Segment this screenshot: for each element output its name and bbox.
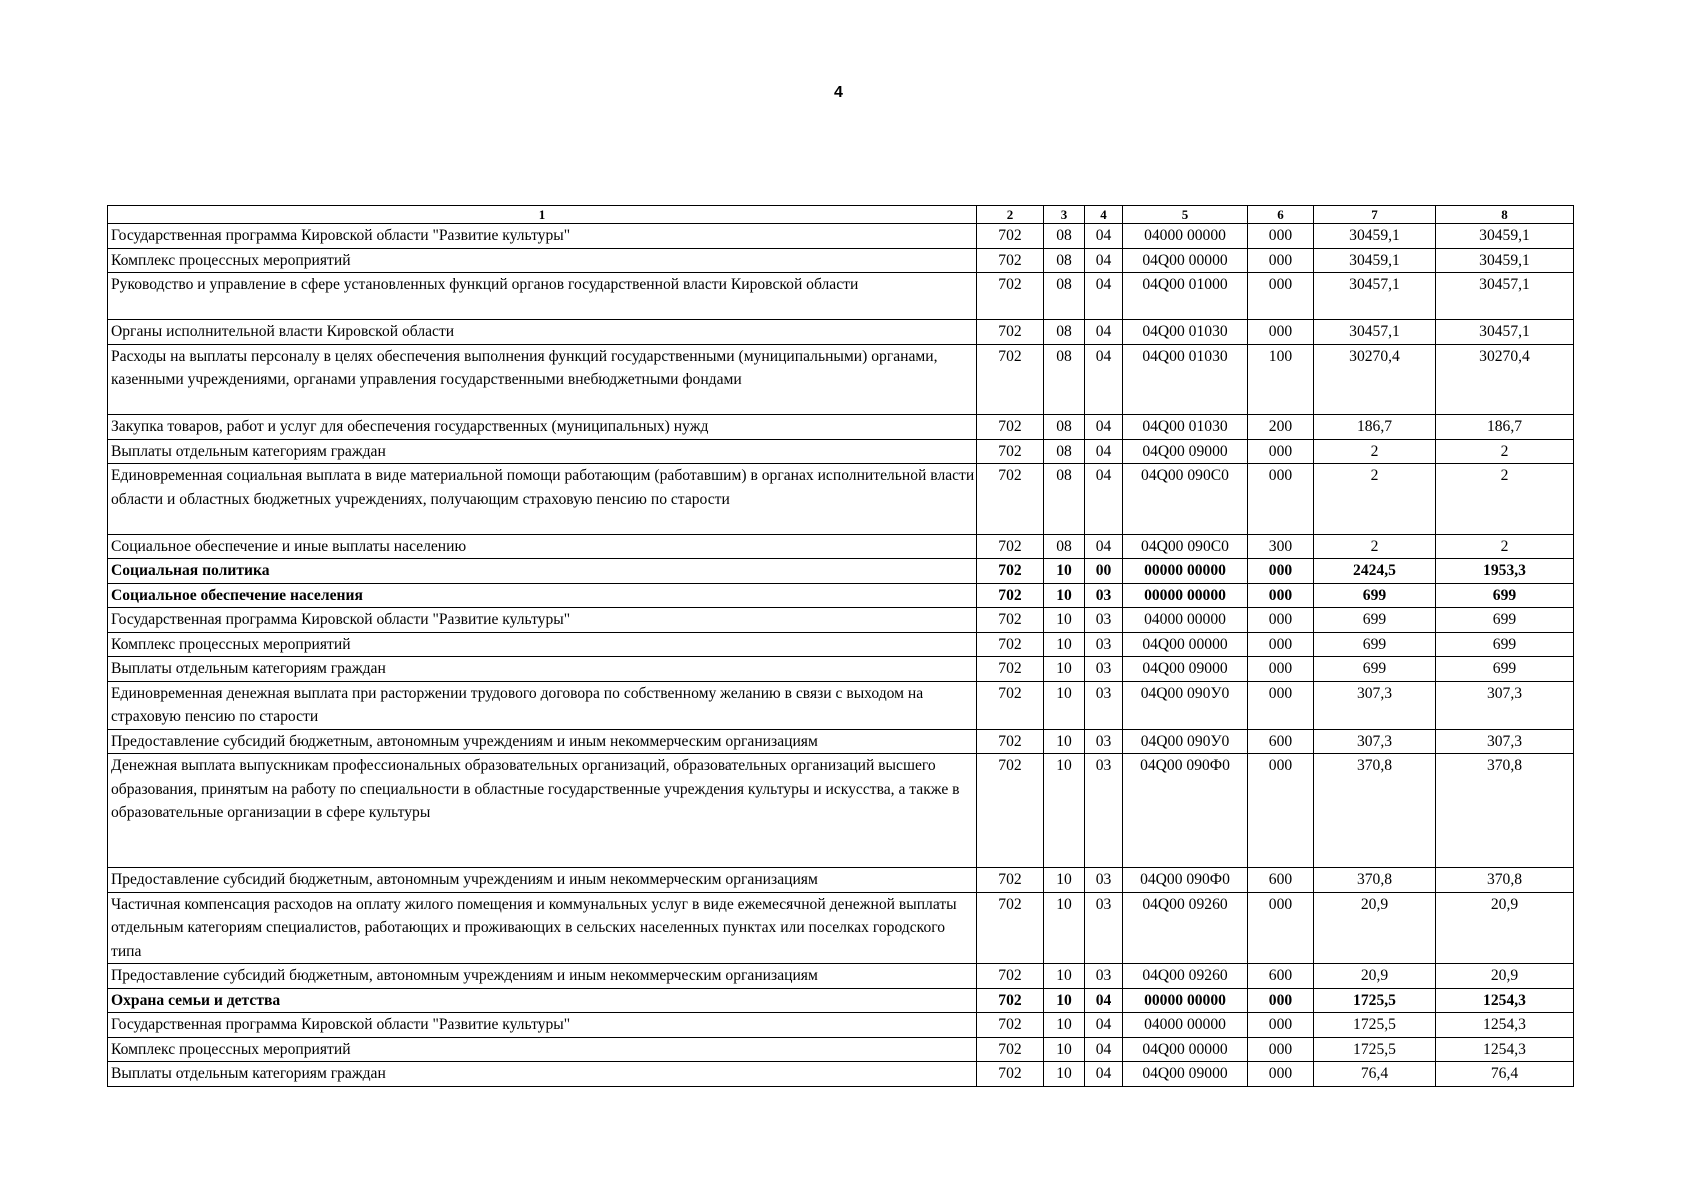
table-row xyxy=(108,559,1574,584)
cell-item-name: Руководство и управление в сфере установленных функций органов государственной власти Кировской области xyxy=(108,273,977,320)
cell-subsection-code: 04 xyxy=(1085,415,1123,440)
cell-ministry-code: 702 xyxy=(977,729,1044,754)
cell-target-article-code: 00000 00000 xyxy=(1123,988,1248,1013)
cell-subsection-code: 04 xyxy=(1085,1062,1123,1087)
cell-ministry-code: 702 xyxy=(977,1062,1044,1087)
cell-expense-type-code: 600 xyxy=(1248,729,1314,754)
cell-ministry-code: 702 xyxy=(977,224,1044,249)
cell-expense-type-code: 000 xyxy=(1248,248,1314,273)
cell-amount-col-7: 186,7 xyxy=(1314,415,1436,440)
cell-target-article-code: 04000 00000 xyxy=(1123,1013,1248,1038)
cell-target-article-code: 04Q00 090C0 xyxy=(1123,534,1248,559)
cell-amount-col-8: 2 xyxy=(1436,439,1574,464)
cell-ministry-code: 702 xyxy=(977,320,1044,345)
table-row xyxy=(108,868,1574,893)
cell-amount-col-7: 76,4 xyxy=(1314,1062,1436,1087)
cell-amount-col-7: 30459,1 xyxy=(1314,224,1436,249)
cell-amount-col-8: 20,9 xyxy=(1436,892,1574,964)
table-header-row xyxy=(108,206,1574,224)
cell-section-code: 08 xyxy=(1044,464,1085,535)
cell-subsection-code: 04 xyxy=(1085,344,1123,415)
cell-ministry-code: 702 xyxy=(977,608,1044,633)
cell-ministry-code: 702 xyxy=(977,632,1044,657)
column-header-3: 3 xyxy=(1044,206,1085,224)
cell-subsection-code: 04 xyxy=(1085,1013,1123,1038)
cell-ministry-code: 702 xyxy=(977,868,1044,893)
cell-ministry-code: 702 xyxy=(977,892,1044,964)
cell-subsection-code: 04 xyxy=(1085,464,1123,535)
cell-section-code: 10 xyxy=(1044,729,1085,754)
cell-section-code: 08 xyxy=(1044,534,1085,559)
cell-amount-col-7: 699 xyxy=(1314,583,1436,608)
cell-ministry-code: 702 xyxy=(977,534,1044,559)
cell-section-code: 08 xyxy=(1044,439,1085,464)
cell-amount-col-7: 2424,5 xyxy=(1314,559,1436,584)
cell-item-name: Органы исполнительной власти Кировской области xyxy=(108,320,977,345)
cell-amount-col-8: 30459,1 xyxy=(1436,248,1574,273)
cell-amount-col-8: 1254,3 xyxy=(1436,1013,1574,1038)
cell-target-article-code: 04Q00 09260 xyxy=(1123,892,1248,964)
cell-amount-col-7: 20,9 xyxy=(1314,964,1436,989)
cell-amount-col-8: 307,3 xyxy=(1436,681,1574,729)
cell-section-code: 10 xyxy=(1044,964,1085,989)
cell-section-code: 10 xyxy=(1044,1037,1085,1062)
table-row xyxy=(108,320,1574,345)
cell-amount-col-7: 307,3 xyxy=(1314,681,1436,729)
cell-amount-col-7: 30459,1 xyxy=(1314,248,1436,273)
cell-expense-type-code: 000 xyxy=(1248,320,1314,345)
table-row xyxy=(108,248,1574,273)
table-row xyxy=(108,224,1574,249)
cell-amount-col-7: 2 xyxy=(1314,439,1436,464)
cell-section-code: 10 xyxy=(1044,754,1085,868)
cell-amount-col-7: 20,9 xyxy=(1314,892,1436,964)
cell-expense-type-code: 000 xyxy=(1248,1037,1314,1062)
cell-ministry-code: 702 xyxy=(977,464,1044,535)
cell-amount-col-8: 699 xyxy=(1436,583,1574,608)
cell-target-article-code: 00000 00000 xyxy=(1123,559,1248,584)
cell-section-code: 08 xyxy=(1044,224,1085,249)
table-row xyxy=(108,464,1574,535)
cell-amount-col-7: 307,3 xyxy=(1314,729,1436,754)
cell-expense-type-code: 600 xyxy=(1248,964,1314,989)
cell-target-article-code: 04000 00000 xyxy=(1123,224,1248,249)
cell-target-article-code: 04Q00 090У0 xyxy=(1123,681,1248,729)
table-row xyxy=(108,632,1574,657)
cell-subsection-code: 04 xyxy=(1085,320,1123,345)
cell-item-name: Социальная политика xyxy=(108,559,977,584)
cell-subsection-code: 04 xyxy=(1085,1037,1123,1062)
cell-subsection-code: 04 xyxy=(1085,534,1123,559)
table-row xyxy=(108,657,1574,682)
column-header-6: 6 xyxy=(1248,206,1314,224)
cell-subsection-code: 03 xyxy=(1085,657,1123,682)
table-row xyxy=(108,273,1574,320)
cell-amount-col-8: 30457,1 xyxy=(1436,320,1574,345)
column-header-8: 8 xyxy=(1436,206,1574,224)
cell-item-name: Социальное обеспечение и иные выплаты населению xyxy=(108,534,977,559)
cell-item-name: Расходы на выплаты персоналу в целях обеспечения выполнения функций государственными (муниципальными) органами, казенными учреждениями, органами управления государственными внебюджетными фондами xyxy=(108,344,977,415)
cell-expense-type-code: 000 xyxy=(1248,988,1314,1013)
cell-amount-col-7: 1725,5 xyxy=(1314,1037,1436,1062)
cell-expense-type-code: 000 xyxy=(1248,1013,1314,1038)
cell-item-name: Предоставление субсидий бюджетным, автономным учреждениям и иным некоммерческим организациям xyxy=(108,868,977,893)
cell-section-code: 08 xyxy=(1044,273,1085,320)
cell-target-article-code: 04Q00 00000 xyxy=(1123,632,1248,657)
cell-subsection-code: 03 xyxy=(1085,892,1123,964)
cell-expense-type-code: 000 xyxy=(1248,681,1314,729)
cell-amount-col-8: 370,8 xyxy=(1436,754,1574,868)
cell-amount-col-8: 76,4 xyxy=(1436,1062,1574,1087)
page-number: 4 xyxy=(834,84,843,101)
table-row xyxy=(108,964,1574,989)
cell-amount-col-7: 699 xyxy=(1314,632,1436,657)
cell-expense-type-code: 000 xyxy=(1248,754,1314,868)
cell-section-code: 10 xyxy=(1044,1062,1085,1087)
cell-item-name: Комплекс процессных мероприятий xyxy=(108,1037,977,1062)
cell-amount-col-8: 699 xyxy=(1436,632,1574,657)
cell-amount-col-7: 30270,4 xyxy=(1314,344,1436,415)
cell-subsection-code: 03 xyxy=(1085,729,1123,754)
cell-expense-type-code: 000 xyxy=(1248,559,1314,584)
table-row xyxy=(108,608,1574,633)
cell-amount-col-8: 699 xyxy=(1436,608,1574,633)
cell-expense-type-code: 000 xyxy=(1248,273,1314,320)
cell-expense-type-code: 000 xyxy=(1248,632,1314,657)
cell-amount-col-8: 699 xyxy=(1436,657,1574,682)
cell-ministry-code: 702 xyxy=(977,1013,1044,1038)
cell-amount-col-8: 186,7 xyxy=(1436,415,1574,440)
cell-subsection-code: 04 xyxy=(1085,248,1123,273)
cell-subsection-code: 04 xyxy=(1085,988,1123,1013)
table-row xyxy=(108,892,1574,964)
cell-item-name: Закупка товаров, работ и услуг для обеспечения государственных (муниципальных) нужд xyxy=(108,415,977,440)
cell-section-code: 10 xyxy=(1044,632,1085,657)
cell-section-code: 10 xyxy=(1044,559,1085,584)
cell-subsection-code: 04 xyxy=(1085,439,1123,464)
cell-section-code: 08 xyxy=(1044,415,1085,440)
cell-item-name: Комплекс процессных мероприятий xyxy=(108,632,977,657)
cell-expense-type-code: 000 xyxy=(1248,657,1314,682)
cell-section-code: 10 xyxy=(1044,681,1085,729)
cell-amount-col-7: 2 xyxy=(1314,464,1436,535)
cell-target-article-code: 04Q00 00000 xyxy=(1123,248,1248,273)
cell-item-name: Предоставление субсидий бюджетным, автономным учреждениям и иным некоммерческим организациям xyxy=(108,729,977,754)
cell-expense-type-code: 000 xyxy=(1248,608,1314,633)
cell-item-name: Государственная программа Кировской области "Развитие культуры" xyxy=(108,608,977,633)
cell-amount-col-7: 699 xyxy=(1314,608,1436,633)
cell-amount-col-7: 30457,1 xyxy=(1314,320,1436,345)
table-row xyxy=(108,415,1574,440)
column-header-1: 1 xyxy=(108,206,977,224)
cell-item-name: Выплаты отдельным категориям граждан xyxy=(108,439,977,464)
cell-item-name: Выплаты отдельным категориям граждан xyxy=(108,1062,977,1087)
cell-ministry-code: 702 xyxy=(977,1037,1044,1062)
table-row xyxy=(108,1062,1574,1087)
cell-amount-col-7: 30457,1 xyxy=(1314,273,1436,320)
cell-item-name: Предоставление субсидий бюджетным, автономным учреждениям и иным некоммерческим организациям xyxy=(108,964,977,989)
cell-ministry-code: 702 xyxy=(977,657,1044,682)
cell-target-article-code: 04Q00 09000 xyxy=(1123,657,1248,682)
cell-section-code: 08 xyxy=(1044,344,1085,415)
cell-section-code: 10 xyxy=(1044,608,1085,633)
cell-ministry-code: 702 xyxy=(977,681,1044,729)
cell-ministry-code: 702 xyxy=(977,248,1044,273)
cell-amount-col-8: 307,3 xyxy=(1436,729,1574,754)
cell-expense-type-code: 600 xyxy=(1248,868,1314,893)
cell-item-name: Комплекс процессных мероприятий xyxy=(108,248,977,273)
table-row xyxy=(108,344,1574,415)
cell-item-name: Государственная программа Кировской области "Развитие культуры" xyxy=(108,1013,977,1038)
cell-item-name: Выплаты отдельным категориям граждан xyxy=(108,657,977,682)
table-row xyxy=(108,729,1574,754)
cell-target-article-code: 04Q00 09000 xyxy=(1123,439,1248,464)
table-row xyxy=(108,1037,1574,1062)
cell-target-article-code: 04Q00 01030 xyxy=(1123,344,1248,415)
column-header-7: 7 xyxy=(1314,206,1436,224)
cell-ministry-code: 702 xyxy=(977,583,1044,608)
cell-ministry-code: 702 xyxy=(977,273,1044,320)
cell-target-article-code: 04000 00000 xyxy=(1123,608,1248,633)
cell-subsection-code: 03 xyxy=(1085,868,1123,893)
cell-target-article-code: 04Q00 09260 xyxy=(1123,964,1248,989)
table-row xyxy=(108,534,1574,559)
table-row xyxy=(108,754,1574,868)
column-header-2: 2 xyxy=(977,206,1044,224)
cell-ministry-code: 702 xyxy=(977,559,1044,584)
cell-subsection-code: 03 xyxy=(1085,632,1123,657)
cell-target-article-code: 04Q00 00000 xyxy=(1123,1037,1248,1062)
cell-expense-type-code: 200 xyxy=(1248,415,1314,440)
cell-section-code: 10 xyxy=(1044,988,1085,1013)
cell-ministry-code: 702 xyxy=(977,439,1044,464)
cell-ministry-code: 702 xyxy=(977,754,1044,868)
cell-ministry-code: 702 xyxy=(977,415,1044,440)
cell-target-article-code: 04Q00 09000 xyxy=(1123,1062,1248,1087)
cell-item-name: Денежная выплата выпускникам профессиональных образовательных организаций, образовательных организаций высшего образования, принятым на работу по специальности в областные государственные учреждения культуры и искусства, а также в образовательные организации в сфере культуры xyxy=(108,754,977,868)
cell-amount-col-7: 370,8 xyxy=(1314,754,1436,868)
cell-amount-col-8: 30457,1 xyxy=(1436,273,1574,320)
cell-section-code: 10 xyxy=(1044,892,1085,964)
cell-section-code: 10 xyxy=(1044,1013,1085,1038)
cell-amount-col-7: 2 xyxy=(1314,534,1436,559)
table-row xyxy=(108,988,1574,1013)
cell-amount-col-8: 1254,3 xyxy=(1436,1037,1574,1062)
cell-expense-type-code: 000 xyxy=(1248,224,1314,249)
table-row xyxy=(108,681,1574,729)
cell-expense-type-code: 100 xyxy=(1248,344,1314,415)
cell-item-name: Социальное обеспечение населения xyxy=(108,583,977,608)
cell-amount-col-8: 1953,3 xyxy=(1436,559,1574,584)
cell-amount-col-7: 699 xyxy=(1314,657,1436,682)
cell-target-article-code: 04Q00 01000 xyxy=(1123,273,1248,320)
cell-expense-type-code: 300 xyxy=(1248,534,1314,559)
budget-table xyxy=(107,205,1574,1087)
cell-target-article-code: 04Q00 090У0 xyxy=(1123,729,1248,754)
cell-target-article-code: 04Q00 090Ф0 xyxy=(1123,754,1248,868)
cell-amount-col-8: 2 xyxy=(1436,464,1574,535)
cell-section-code: 10 xyxy=(1044,583,1085,608)
cell-subsection-code: 03 xyxy=(1085,754,1123,868)
cell-amount-col-8: 30459,1 xyxy=(1436,224,1574,249)
cell-amount-col-8: 1254,3 xyxy=(1436,988,1574,1013)
cell-target-article-code: 04Q00 01030 xyxy=(1123,415,1248,440)
cell-subsection-code: 04 xyxy=(1085,224,1123,249)
table-row xyxy=(108,583,1574,608)
cell-expense-type-code: 000 xyxy=(1248,583,1314,608)
cell-amount-col-7: 1725,5 xyxy=(1314,1013,1436,1038)
cell-ministry-code: 702 xyxy=(977,964,1044,989)
table-row xyxy=(108,439,1574,464)
cell-item-name: Частичная компенсация расходов на оплату жилого помещения и коммунальных услуг в виде ежемесячной денежной выплаты отдельным категориям специалистов, работающих и проживающих в сельских населенных пунктах или поселках городского типа xyxy=(108,892,977,964)
cell-section-code: 08 xyxy=(1044,248,1085,273)
cell-amount-col-8: 2 xyxy=(1436,534,1574,559)
cell-target-article-code: 04Q00 01030 xyxy=(1123,320,1248,345)
cell-item-name: Единовременная социальная выплата в виде материальной помощи работающим (работавшим) в органах исполнительной власти области и областных бюджетных учреждениях, получающим страховую пенсию по старости xyxy=(108,464,977,535)
cell-target-article-code: 00000 00000 xyxy=(1123,583,1248,608)
cell-item-name: Государственная программа Кировской области "Развитие культуры" xyxy=(108,224,977,249)
cell-subsection-code: 00 xyxy=(1085,559,1123,584)
cell-subsection-code: 03 xyxy=(1085,583,1123,608)
cell-amount-col-8: 370,8 xyxy=(1436,868,1574,893)
table-body xyxy=(108,224,1574,1087)
cell-ministry-code: 702 xyxy=(977,988,1044,1013)
cell-amount-col-8: 20,9 xyxy=(1436,964,1574,989)
cell-item-name: Охрана семьи и детства xyxy=(108,988,977,1013)
cell-amount-col-7: 370,8 xyxy=(1314,868,1436,893)
column-header-5: 5 xyxy=(1123,206,1248,224)
column-header-4: 4 xyxy=(1085,206,1123,224)
cell-expense-type-code: 000 xyxy=(1248,1062,1314,1087)
cell-section-code: 10 xyxy=(1044,868,1085,893)
cell-ministry-code: 702 xyxy=(977,344,1044,415)
cell-expense-type-code: 000 xyxy=(1248,464,1314,535)
cell-amount-col-7: 1725,5 xyxy=(1314,988,1436,1013)
table-row xyxy=(108,1013,1574,1038)
cell-target-article-code: 04Q00 090Ф0 xyxy=(1123,868,1248,893)
cell-expense-type-code: 000 xyxy=(1248,892,1314,964)
cell-subsection-code: 04 xyxy=(1085,273,1123,320)
cell-item-name: Единовременная денежная выплата при расторжении трудового договора по собственному желанию в связи с выходом на страховую пенсию по старости xyxy=(108,681,977,729)
cell-section-code: 10 xyxy=(1044,657,1085,682)
cell-subsection-code: 03 xyxy=(1085,681,1123,729)
cell-subsection-code: 03 xyxy=(1085,964,1123,989)
cell-expense-type-code: 000 xyxy=(1248,439,1314,464)
cell-subsection-code: 03 xyxy=(1085,608,1123,633)
cell-amount-col-8: 30270,4 xyxy=(1436,344,1574,415)
cell-target-article-code: 04Q00 090C0 xyxy=(1123,464,1248,535)
cell-section-code: 08 xyxy=(1044,320,1085,345)
